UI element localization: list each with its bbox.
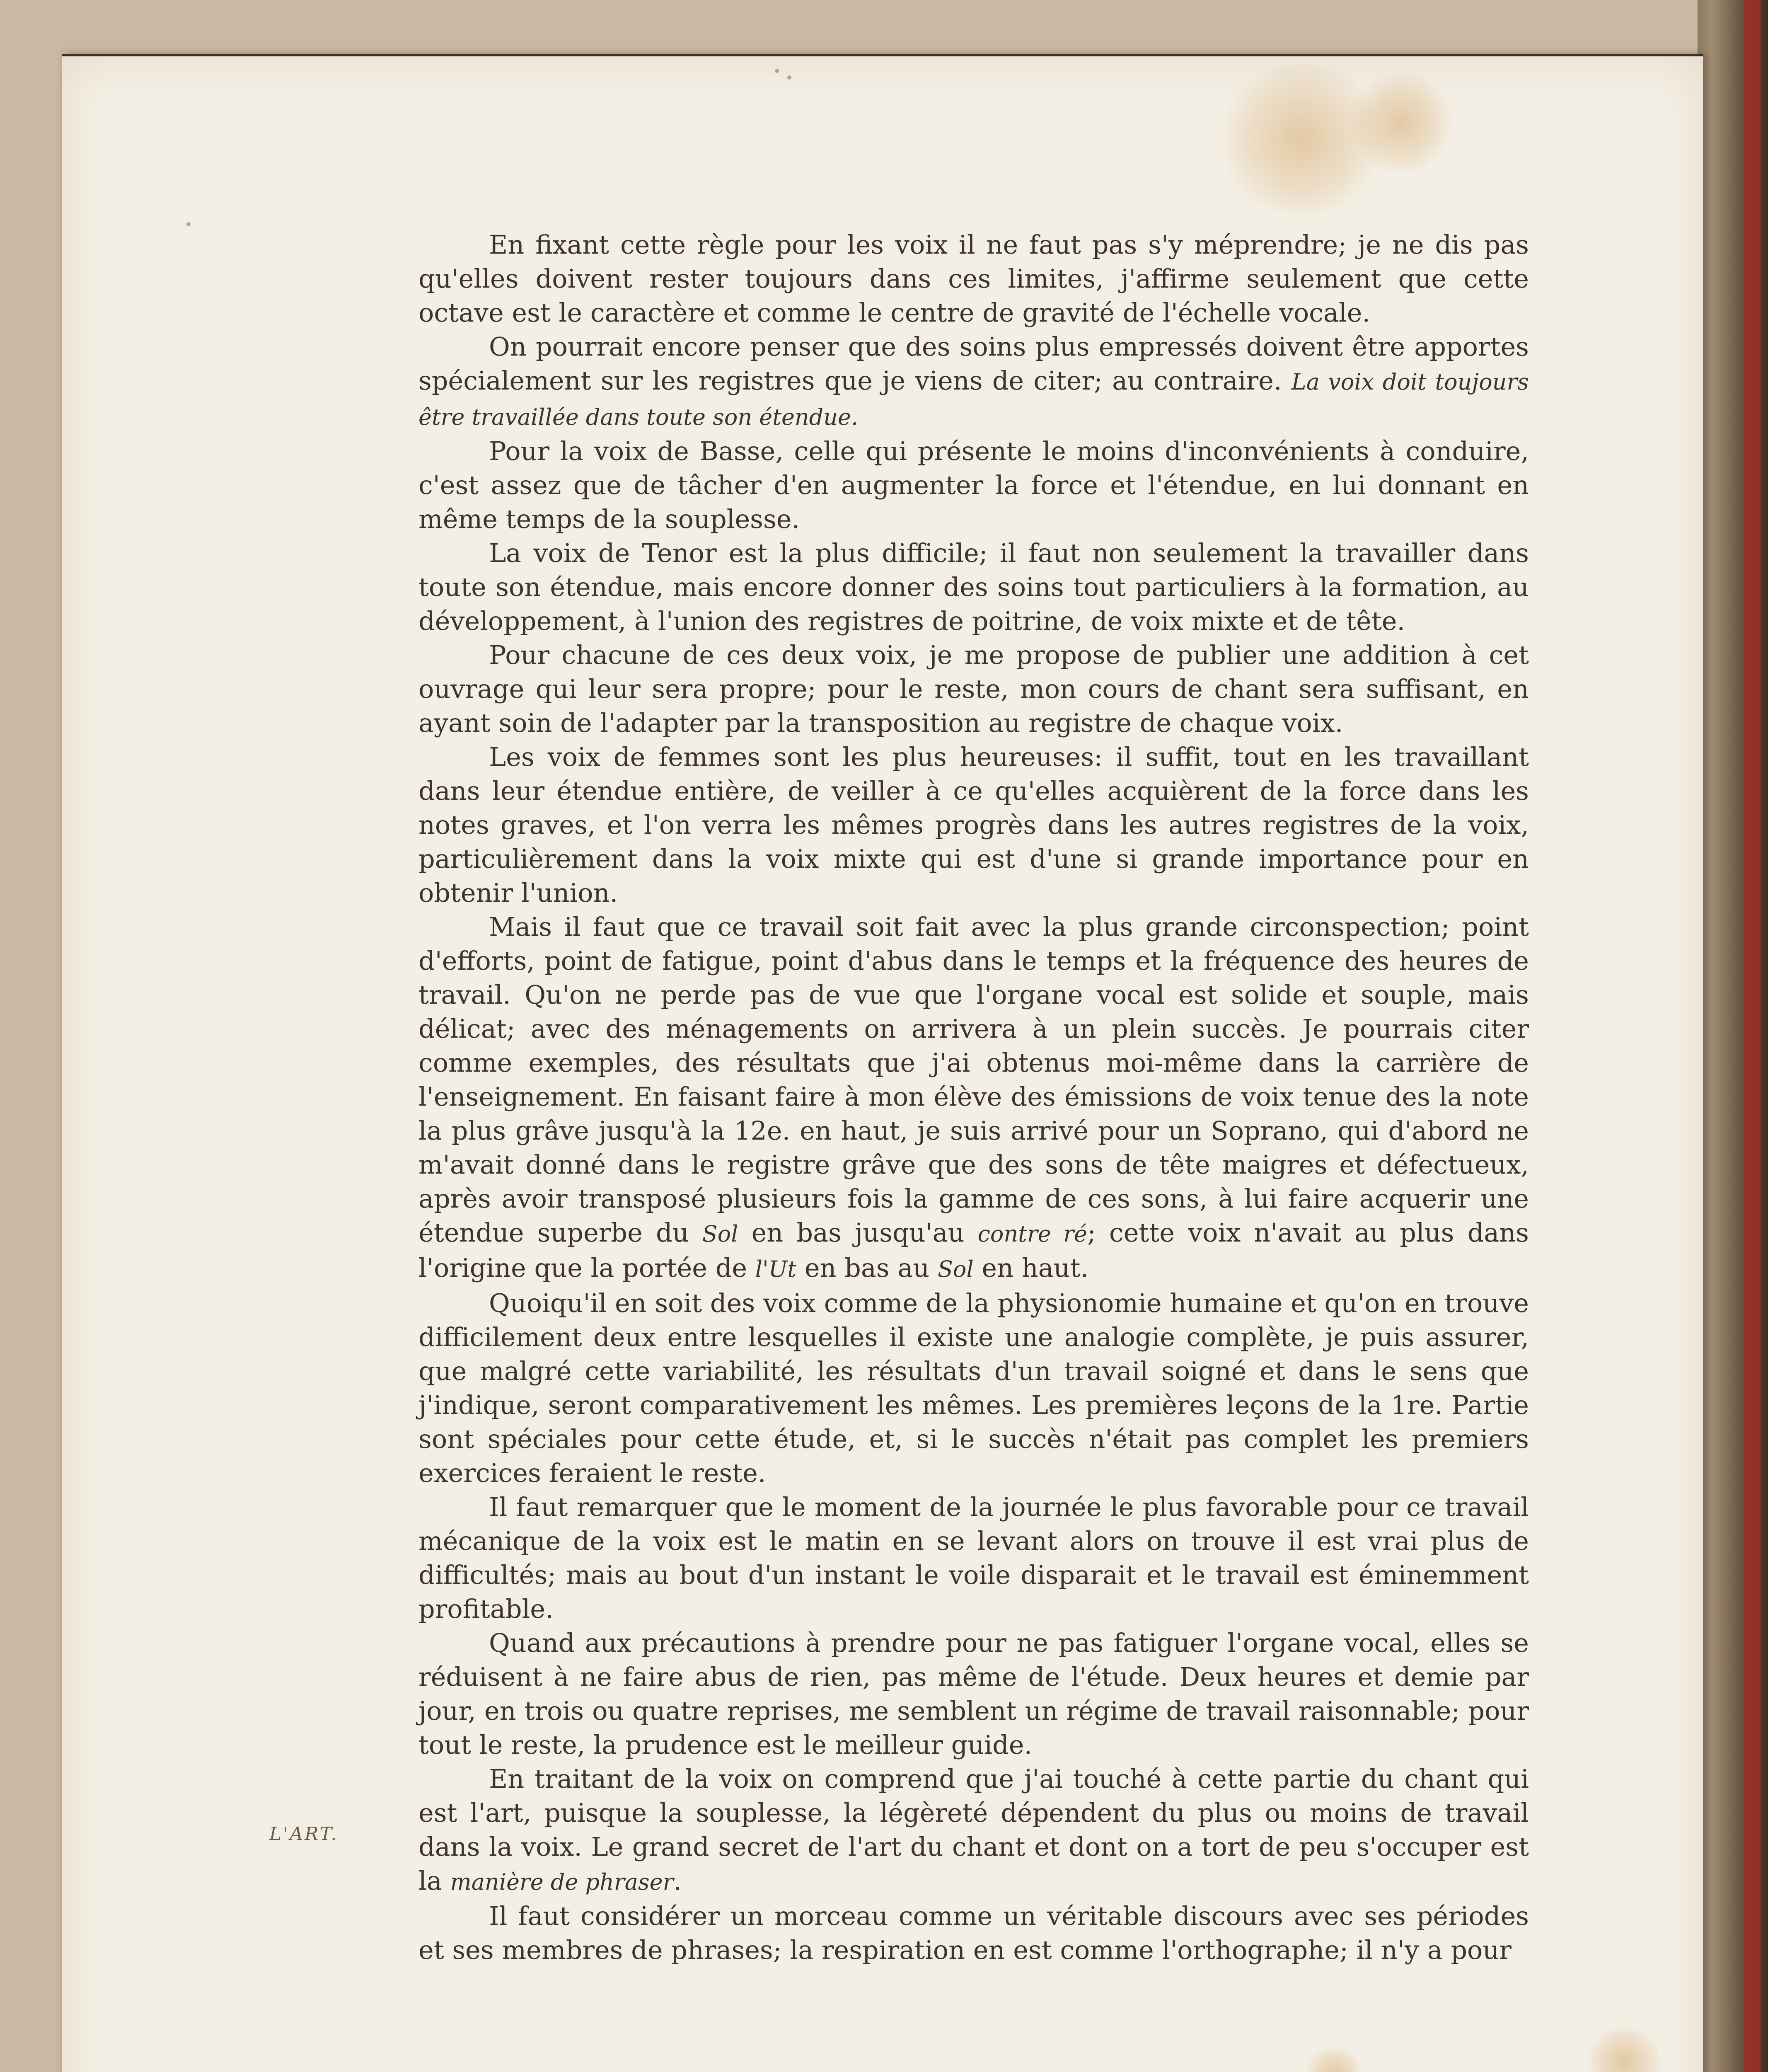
paragraph-7 [418,910,1529,1286]
paragraph-2 [418,330,1529,434]
paragraph-12 [418,1899,1529,1967]
emphasis-text: Sol [702,1221,738,1247]
emphasis-text: manière de phraser [450,1869,674,1895]
paragraph-text: ; cette voix n'avait au plus dans l'origine que la portée de [418,1218,1529,1283]
paragraph-text: On pourrait encore penser que des soins plus empressés doivent être apportes spécialement sur les registres que je viens de citer; au contraire. [418,332,1529,396]
emphasis-text: Sol [937,1256,974,1282]
book-edge-stripe [1744,0,1761,2072]
paragraph-text: Mais il faut que ce travail soit fait avec la plus grande circonspection; point d'efforts, point de fatigue, point d'abus dans le temps et la fréquence des heures de travail. Qu'on ne perde pas de vue que l'organe vocal est solide et souple, mais délicat; avec des ménagements on arrivera à un plein succès. Je pourrais citer comme exemples, des résultats que j'ai obtenus moi-même dans la carrière de l'enseignement. En faisant faire à mon élève des émissions de voix tenue des la note la plus grâve jusqu'à la 12e. en haut, je suis arrivé pour un Soprano, qui d'abord ne m'avait donné dans le registre grâve que des sons de tête maigres et défectueux, après avoir transposé plusieurs fois la gamme de ces sons, à lui faire acquerir une étendue superbe du [418,912,1529,1248]
marginal-note: L'ART. [269,1823,339,1844]
paragraph-text: en bas jusqu'au [738,1218,978,1248]
emphasis-text: contre ré [977,1221,1087,1247]
paragraph-3 [418,434,1529,536]
paragraph-9 [418,1490,1529,1626]
paragraph-text: Pour la voix de Basse, celle qui présente le moins d'inconvénients à conduire, c'est assez que de tâcher d'en augmenter la force et l'étendue, en lui donnant en même temps de la souplesse. [418,436,1529,534]
paragraph-10 [418,1626,1529,1762]
emphasis-text: l'Ut [755,1256,797,1282]
paragraph-text: Les voix de femmes sont les plus heureuses: il suffit, tout en les travaillant dans leur étendue entière, de veiller à ce qu'elles acquièrent de la force dans les notes graves, et l'on verra les mêmes progrès dans les autres registres de la voix, particulièrement dans la voix mixte qui est d'une si grande importance pour en obtenir l'union. [418,742,1529,908]
paragraph-text: Quand aux précautions à prendre pour ne pas fatiguer l'organe vocal, elles se réduisent à ne faire abus de rien, pas même de l'étude. Deux heures et demie par jour, en trois ou quatre reprises, me semblent un régime de travail raisonnable; pour tout le reste, la prudence est le meilleur guide. [418,1628,1529,1760]
speck [787,75,791,80]
stain [1305,2045,1363,2072]
book-edge [1698,0,1768,2072]
paragraph-11 [418,1762,1529,1899]
paragraph-8 [418,1286,1529,1490]
stain [1587,2025,1662,2072]
paragraph-1 [418,228,1529,330]
paragraph-text: Il faut considérer un morceau comme un véritable discours avec ses périodes et ses membres de phrases; la respiration en est comme l'orthographe; il n'y a pour [418,1901,1529,1965]
paragraph-text: En traitant de la voix on comprend que j'ai touché à cette partie du chant qui est l'art, puisque la souplesse, la légèreté dépendent du plus ou moins de travail dans la voix. Le grand secret de l'art du chant et dont on a tort de peu s'occuper est la [418,1764,1529,1896]
paragraph-text: . [673,1866,682,1896]
paragraph-text: Il faut remarquer que le moment de la journée le plus favorable pour ce travail mécanique de la voix est le matin en se levant alors on trouve il est vrai plus de difficultés; mais au bout d'un instant le voile disparait et le travail est éminemment profitable. [418,1492,1529,1624]
speck [186,222,191,226]
body-text [418,228,1529,1967]
speck [775,69,779,73]
paragraph-text: Pour chacune de ces deux voix, je me propose de publier une addition à cet ouvrage qui leur sera propre; pour le reste, mon cours de chant sera suffisant, en ayant soin de l'adapter par la transposition au registre de chaque voix. [418,640,1529,738]
paragraph-text: Quoiqu'il en soit des voix comme de la physionomie humaine et qu'on en trouve difficilement deux entre lesquelles il existe une analogie complète, je puis assurer, que malgré cette variabilité, les résultats d'un travail soigné et dans le sens que j'indique, seront comparativement les mêmes. Les premières leçons de la 1re. Partie sont spéciales pour cette étude, et, si le succès n'était pas complet les premiers exercices feraient le reste. [418,1288,1529,1488]
paragraph-text: en haut. [973,1253,1089,1283]
stain [1347,73,1454,172]
paragraph-text: en bas au [796,1253,938,1283]
paragraph-text: La voix de Tenor est la plus difficile; il faut non seulement la travailler dans toute son étendue, mais encore donner des soins tout particuliers à la formation, au développement, à l'union des registres de poitrine, de voix mixte et de tête. [418,538,1529,636]
paragraph-4 [418,536,1529,638]
paragraph-5 [418,638,1529,740]
emphasis-text: La voix doit toujours être travaillée dans toute son étendue. [418,369,1529,430]
paragraph-text: En fixant cette règle pour les voix il ne faut pas s'y méprendre; je ne dis pas qu'elles doivent rester toujours dans ces limites, j'affirme seulement que cette octave est le caractère et comme le centre de gravité de l'échelle vocale. [418,230,1529,328]
paragraph-6 [418,740,1529,910]
